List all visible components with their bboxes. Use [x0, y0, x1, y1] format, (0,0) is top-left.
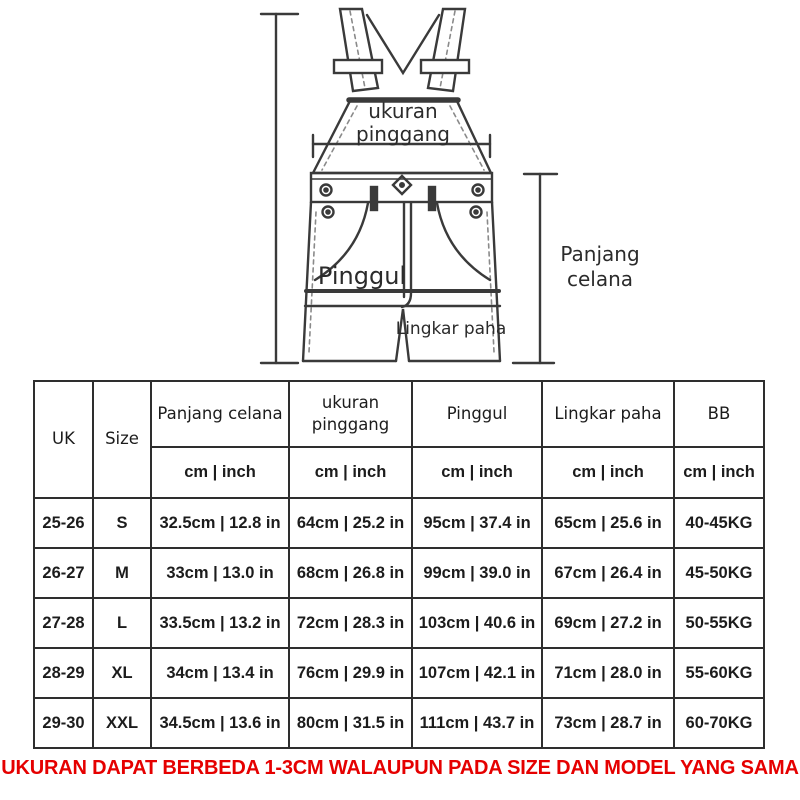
- thigh-label: Lingkar paha: [395, 319, 507, 339]
- cell-pinggul: 103cm | 40.6 in: [412, 598, 542, 648]
- pants-length-dimension-line: [513, 174, 557, 363]
- cell-panjang-celana: 33cm | 13.0 in: [151, 548, 289, 598]
- column-header-size: Size: [93, 381, 151, 498]
- pants-length-label-line1: Panjang: [560, 242, 640, 266]
- cell-pinggul: 107cm | 42.1 in: [412, 648, 542, 698]
- column-header-bb: BB: [674, 381, 764, 447]
- overall-length-dimension-line: [261, 14, 298, 363]
- unit-header: cm | inch: [289, 447, 412, 498]
- cell-lingkar-paha: 73cm | 28.7 in: [542, 698, 674, 748]
- column-header-uk: UK: [34, 381, 93, 498]
- column-header-pinggul: Pinggul: [412, 381, 542, 447]
- cell-ukuran-pinggang: 64cm | 25.2 in: [289, 498, 412, 548]
- cell-lingkar-paha: 65cm | 25.6 in: [542, 498, 674, 548]
- cell-ukuran-pinggang: 72cm | 28.3 in: [289, 598, 412, 648]
- cell-bb: 50-55KG: [674, 598, 764, 648]
- column-header-lingkar-paha: Lingkar paha: [542, 381, 674, 447]
- cell-panjang-celana: 34cm | 13.4 in: [151, 648, 289, 698]
- column-header-ukuran-pinggang: ukuran pinggang: [289, 381, 412, 447]
- unit-header: cm | inch: [412, 447, 542, 498]
- unit-header: cm | inch: [151, 447, 289, 498]
- cell-panjang-celana: 34.5cm | 13.6 in: [151, 698, 289, 748]
- table-row-m: [34, 548, 764, 598]
- cell-uk: 25-26: [34, 498, 93, 548]
- cell-size: M: [93, 548, 151, 598]
- table-row-s: [34, 498, 764, 548]
- size-chart-table: [33, 380, 765, 749]
- cell-lingkar-paha: 71cm | 28.0 in: [542, 648, 674, 698]
- cell-size: XL: [93, 648, 151, 698]
- table-row-l: [34, 598, 764, 648]
- cell-ukuran-pinggang: 80cm | 31.5 in: [289, 698, 412, 748]
- cell-pinggul: 99cm | 39.0 in: [412, 548, 542, 598]
- cell-ukuran-pinggang: 76cm | 29.9 in: [289, 648, 412, 698]
- cell-uk: 28-29: [34, 648, 93, 698]
- cell-bb: 55-60KG: [674, 648, 764, 698]
- cell-size: S: [93, 498, 151, 548]
- cell-panjang-celana: 33.5cm | 13.2 in: [151, 598, 289, 648]
- cell-uk: 27-28: [34, 598, 93, 648]
- cell-size: L: [93, 598, 151, 648]
- waist-label-line1: ukuran: [368, 99, 438, 123]
- pants-length-label-line2: celana: [566, 267, 634, 291]
- cell-ukuran-pinggang: 68cm | 26.8 in: [289, 548, 412, 598]
- belt-loop-right: [429, 187, 435, 210]
- cell-pinggul: 111cm | 43.7 in: [412, 698, 542, 748]
- cell-bb: 40-45KG: [674, 498, 764, 548]
- overalls-size-diagram: [0, 0, 800, 378]
- cell-uk: 29-30: [34, 698, 93, 748]
- waist-label-line2: pinggang: [356, 122, 450, 146]
- left-strap: [334, 9, 382, 91]
- cell-pinggul: 95cm | 37.4 in: [412, 498, 542, 548]
- belt-loop-left: [371, 187, 377, 210]
- cell-lingkar-paha: 67cm | 26.4 in: [542, 548, 674, 598]
- cell-bb: 60-70KG: [674, 698, 764, 748]
- column-header-panjang-celana: Panjang celana: [151, 381, 289, 447]
- cell-lingkar-paha: 69cm | 27.2 in: [542, 598, 674, 648]
- hips-label: Pinggul: [317, 262, 407, 290]
- right-strap: [421, 9, 469, 91]
- table-row-xl: [34, 648, 764, 698]
- unit-header: cm | inch: [542, 447, 674, 498]
- size-disclaimer-text: UKURAN DAPAT BERBEDA 1-3CM WALAUPUN PADA SIZE DAN MODEL YANG SAMA: [1, 757, 799, 779]
- overalls-diagram-svg: [0, 0, 800, 378]
- cell-bb: 45-50KG: [674, 548, 764, 598]
- cell-panjang-celana: 32.5cm | 12.8 in: [151, 498, 289, 548]
- cell-uk: 26-27: [34, 548, 93, 598]
- waistband: [311, 173, 492, 218]
- table-row-xxl: [34, 698, 764, 748]
- unit-header: cm | inch: [674, 447, 764, 498]
- cell-size: XXL: [93, 698, 151, 748]
